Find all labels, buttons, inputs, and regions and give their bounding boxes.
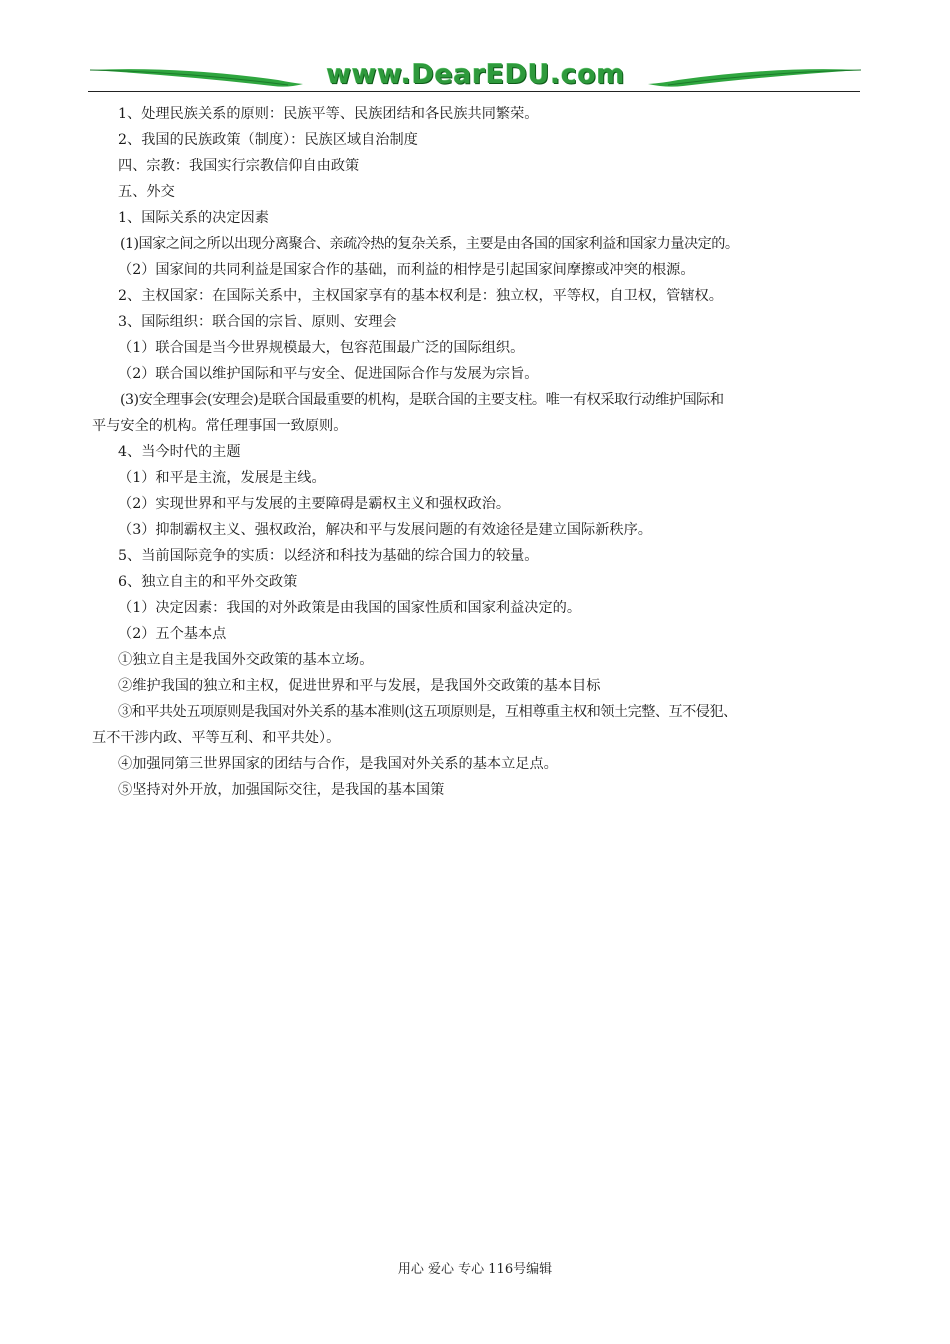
brand-logo-text[interactable]: www.DearEDU.com (326, 59, 625, 90)
text-line: ③和平共处五项原则是我国对外关系的基本准则(这五项原则是，互相尊重主权和领土完整、互不侵犯、 (118, 704, 737, 720)
text-line: （1）联合国是当今世界规模最大，包容范围最广泛的国际组织。 (118, 340, 525, 356)
text-line: 2、我国的民族政策（制度）：民族区域自治制度 (118, 132, 418, 148)
text-line: 平与安全的机构。常任理事国一致原则。 (92, 418, 348, 434)
text-line: （3）抑制霸权主义、强权政治，解决和平与发展问题的有效途径是建立国际新秩序。 (118, 522, 652, 538)
text-line: 四、宗教：我国实行宗教信仰自由政策 (118, 158, 360, 174)
text-line: 互不干涉内政、平等互利、和平共处）。 (92, 730, 341, 746)
page-header (88, 58, 863, 94)
text-line: ⑤坚持对外开放，加强国际交往，是我国的基本国策 (118, 782, 445, 798)
text-line: (3)安全理事会(安理会)是联合国最重要的机构，是联合国的主要支柱。唯一有权采取行动维护国际和 (120, 392, 724, 408)
text-line: 4、当今时代的主题 (118, 444, 241, 460)
text-line: （2）实现世界和平与发展的主要障碍是霸权主义和强权政治。 (118, 496, 511, 512)
text-line: 3、国际组织：联合国的宗旨、原则、安理会 (118, 314, 397, 330)
document-body (92, 101, 872, 803)
text-line: （2）五个基本点 (118, 626, 227, 642)
text-line: 1、处理民族关系的原则：民族平等、民族团结和各民族共同繁荣。 (118, 106, 539, 122)
text-line: （2）国家间的共同利益是国家合作的基础，而利益的相悖是引起国家间摩擦或冲突的根源。 (118, 262, 695, 278)
text-line: ①独立自主是我国外交政策的基本立场。 (118, 652, 374, 668)
header-divider (88, 91, 860, 92)
text-line: （1）和平是主流，发展是主线。 (118, 470, 326, 486)
text-line: （2）联合国以维护国际和平与安全、促进国际合作与发展为宗旨。 (118, 366, 539, 382)
text-line: 5、当前国际竞争的实质：以经济和科技为基础的综合国力的较量。 (118, 548, 539, 564)
text-line: ④加强同第三世界国家的团结与合作，是我国对外关系的基本立足点。 (118, 756, 558, 772)
text-line: 五、外交 (118, 184, 175, 200)
text-line: (1)国家之间之所以出现分离聚合、亲疏冷热的复杂关系，主要是由各国的国家利益和国家力量决定的。 (120, 236, 739, 252)
text-line: ②维护我国的独立和主权，促进世界和平与发展，是我国外交政策的基本目标 (118, 678, 601, 694)
text-line: （1）决定因素：我国的对外政策是由我国的国家性质和国家利益决定的。 (118, 600, 582, 616)
text-line: 6、独立自主的和平外交政策 (118, 574, 298, 590)
text-line: 1、国际关系的决定因素 (118, 210, 269, 226)
text-line: 2、主权国家：在国际关系中，主权国家享有的基本权利是：独立权，平等权，自卫权，管辖权。 (118, 288, 723, 304)
page-footer: 用心 爱心 专心 116号编辑 (397, 1262, 553, 1277)
